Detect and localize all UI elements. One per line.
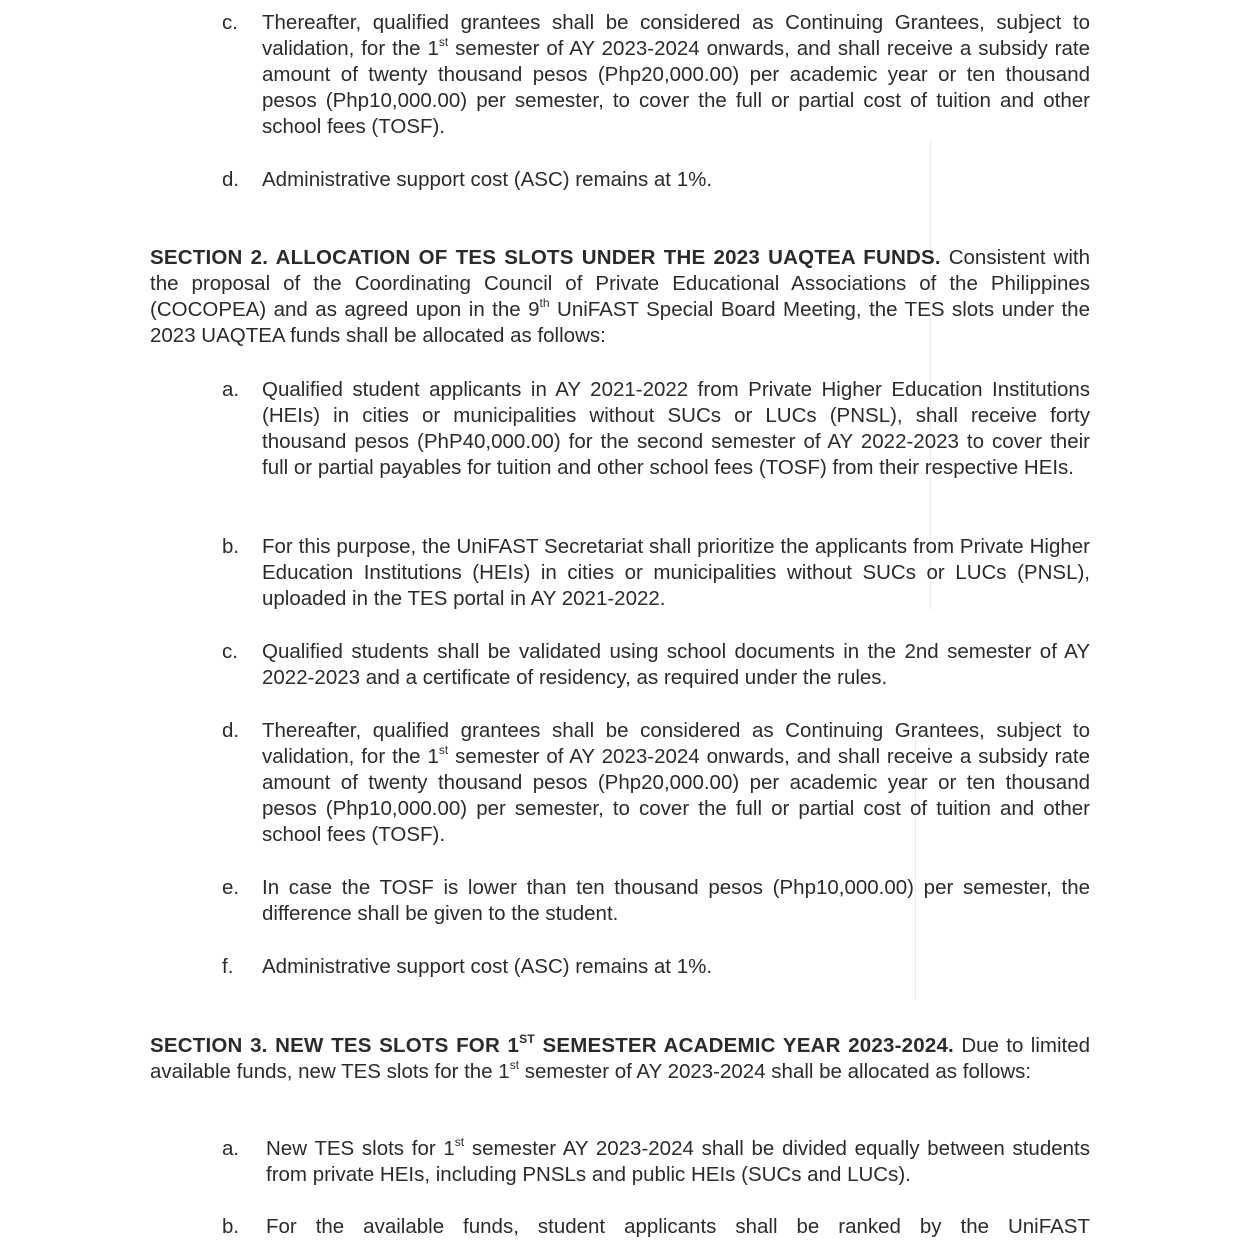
list-marker: b.	[222, 1215, 240, 1238]
list-item-text: For this purpose, the UniFAST Secretariat shall prioritize the applicants from Private Higher Education Institutions (HEIs) in cities or municipalities without SUCs or LUCs (PNSL), uploaded in the TES portal in AY 2021-2022.	[262, 535, 1090, 610]
list-item-text: Thereafter, qualified grantees shall be considered as Continuing Grantees, subject to validation, for the 1st semester of AY 2023-2024 onwards, and shall receive a subsidy rate amount of twenty thousand pesos (Php20,000.00) per academic year or ten thousand pesos (Php10,000.00) per semester, to cover the full or partial cost of tuition and other school fees (TOSF).	[262, 11, 1090, 138]
section-2-item-f	[222, 954, 1090, 980]
list-marker: e.	[222, 876, 240, 899]
list-item-text: New TES slots for 1st semester AY 2023-2024 shall be divided equally between students from private HEIs, including PNSLs and public HEIs (SUCs and LUCs).	[266, 1135, 1090, 1186]
list-marker: c.	[222, 11, 238, 34]
list-marker: d.	[222, 719, 240, 742]
section-3-heading: SECTION 3. NEW TES SLOTS FOR 1ST SEMESTER ACADEMIC YEAR 2023-2024.	[150, 1032, 954, 1057]
list-item-text: Thereafter, qualified grantees shall be considered as Continuing Grantees, subject to validation, for the 1st semester of AY 2023-2024 onwards, and shall receive a subsidy rate amount of twenty thousand pesos (Php20,000.00) per academic year or ten thousand pesos (Php10,000.00) per semester, to cover the full or partial cost of tuition and other school fees (TOSF).	[262, 719, 1090, 846]
list-marker: c.	[222, 640, 238, 663]
section-2-item-d	[222, 718, 1090, 848]
section-2-heading: SECTION 2. ALLOCATION OF TES SLOTS UNDER THE 2023 UAQTEA FUNDS.	[150, 246, 941, 269]
section-2-item-a	[222, 377, 1090, 481]
list-item-text: Qualified students shall be validated using school documents in the 2nd semester of AY 2022-2023 and a certificate of residency, as required under the rules.	[262, 640, 1090, 689]
list-item-text: Administrative support cost (ASC) remains at 1%.	[262, 168, 713, 191]
section-2-item-b	[222, 534, 1090, 612]
list-item-d-asc	[222, 167, 1090, 193]
list-marker: b.	[222, 535, 240, 558]
list-item-text: Qualified student applicants in AY 2021-2022 from Private Higher Education Institutions (HEIs) in cities or municipalities without SUCs or LUCs (PNSL), shall receive forty thousand pesos (PhP40,000.00) for the second semester of AY 2022-2023 to cover their full or partial payables for tuition and other school fees (TOSF) from their respective HEIs.	[262, 378, 1090, 479]
list-marker: f.	[222, 955, 234, 978]
section-3-paragraph: SECTION 3. NEW TES SLOTS FOR 1ST SEMESTER ACADEMIC YEAR 2023-2024. Due to limited available funds, new TES slots for the 1st semester of AY 2023-2024 shall be allocated as follows:	[150, 1032, 1090, 1083]
list-marker: a.	[222, 1137, 240, 1160]
list-item-text: Administrative support cost (ASC) remains at 1%.	[262, 955, 713, 978]
section-3-item-a	[222, 1136, 1090, 1188]
section-2-paragraph: SECTION 2. ALLOCATION OF TES SLOTS UNDER THE 2023 UAQTEA FUNDS. Consistent with the proposal of the Coordinating Council of Private Educational Associations of the Philippines (COCOPEA) and as agreed upon in the 9th UniFAST Special Board Meeting, the TES slots under the 2023 UAQTEA funds shall be allocated as follows:	[150, 246, 1090, 347]
section-2-item-c	[222, 639, 1090, 691]
list-marker: a.	[222, 378, 240, 401]
section-2-item-e	[222, 875, 1090, 927]
list-item-c-continuing	[222, 10, 1090, 140]
list-item-text: For the available funds, student applicants shall be ranked by the UniFAST	[266, 1215, 1090, 1238]
section-3-item-b	[222, 1214, 1090, 1240]
list-item-text: In case the TOSF is lower than ten thousand pesos (Php10,000.00) per semester, the difference shall be given to the student.	[262, 876, 1090, 925]
list-marker: d.	[222, 168, 240, 191]
